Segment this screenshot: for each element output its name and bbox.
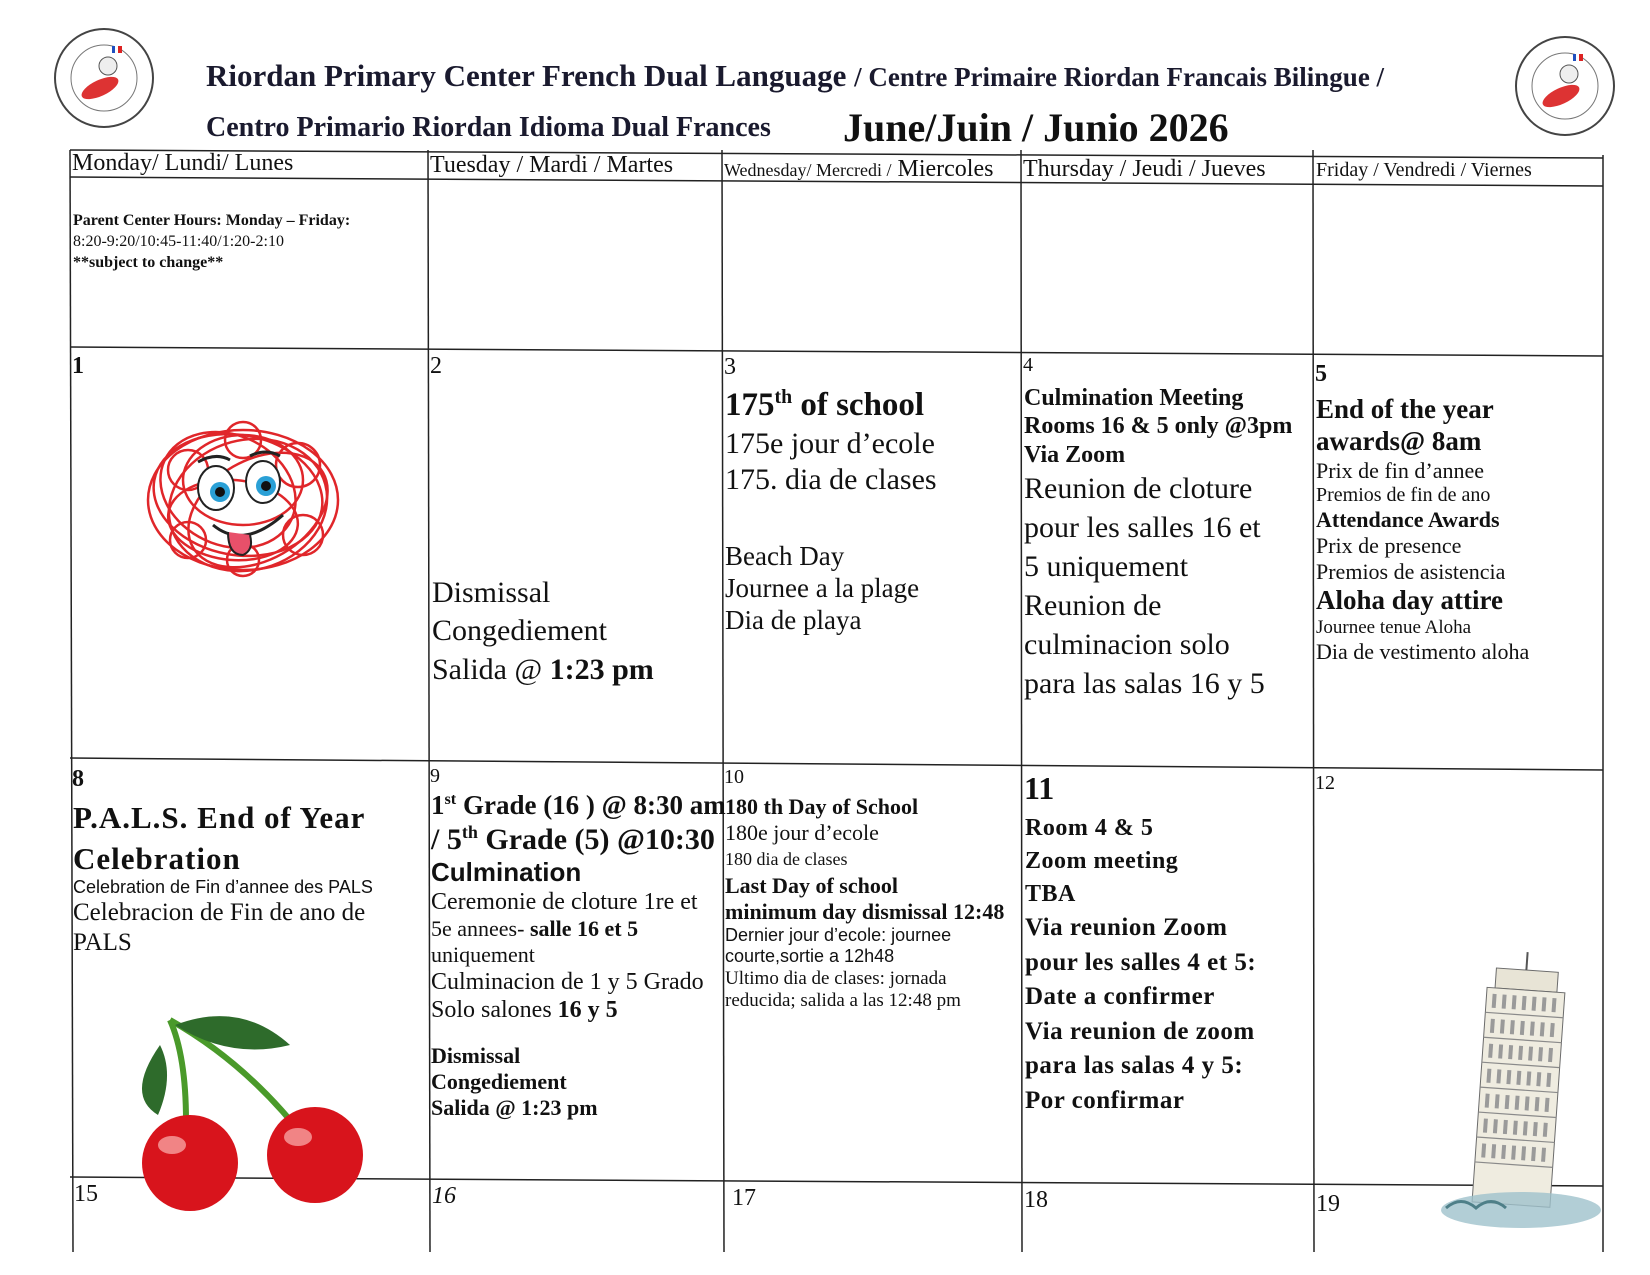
- day-number-18: 18: [1024, 1187, 1048, 1213]
- prix-fin-annee: Prix de fin d’annee: [1316, 457, 1484, 483]
- room-4-5-text: Room 4 & 5: [1025, 815, 1154, 841]
- salones-label: Solo salones: [431, 997, 558, 1024]
- attendance-awards-text: Attendance Awards: [1316, 507, 1500, 533]
- june-4-events: [1024, 384, 1292, 703]
- via-reunion-zoom-es: Via reunion de zoom: [1025, 1017, 1255, 1045]
- parent-center-notice: [73, 212, 350, 273]
- zoom-meeting-text: Zoom meeting: [1025, 848, 1179, 875]
- ultimo-dia-2: reducida; salida a las 12:48 pm: [725, 989, 961, 1011]
- day-number-15: 15: [74, 1181, 98, 1207]
- grade-one-suffix: st: [444, 790, 457, 808]
- salones-rooms: 16 y 5: [557, 997, 618, 1024]
- first-grade-text: [431, 790, 726, 822]
- june-5-events: [1316, 394, 1529, 665]
- annees-rooms: salle 16 et 5: [529, 916, 639, 942]
- fifth-grade-text: [431, 822, 726, 857]
- ordinal-suffix: th: [774, 386, 793, 408]
- culmination-meeting-text: Culmination Meeting: [1024, 385, 1244, 411]
- header-tuesday: Tuesday / Mardi / Martes: [430, 152, 674, 178]
- uniquement-text: uniquement: [431, 942, 535, 968]
- leaning-tower-image: [1436, 950, 1606, 1240]
- salles-4-5-text: pour les salles 4 et 5:: [1025, 948, 1257, 976]
- day-number-12: 12: [1315, 772, 1335, 794]
- pals-spanish-1: Celebracion de Fin de ano de: [73, 899, 366, 927]
- grade-one: 1: [431, 790, 445, 820]
- cherries-image: [130, 1005, 380, 1220]
- notice-line-2: 8:20-9:20/10:45-11:40/1:20-2:10: [73, 232, 284, 250]
- reunion-cloture-3: 5 uniquement: [1024, 549, 1189, 583]
- title-english: Riordan Primary Center French Dual Language: [206, 58, 847, 93]
- minimum-day-text: minimum day dismissal 12:48: [725, 899, 1005, 925]
- pals-french: Celebration de Fin d’annee des PALS: [73, 877, 373, 898]
- salones-text: [431, 996, 726, 1024]
- dernier-jour-2: courte,sortie a 12h48: [725, 946, 895, 967]
- grade-one-detail: Grade (16 ) @ 8:30 am: [456, 790, 726, 820]
- 180e-jour-text: 180e jour d’ecole: [725, 819, 879, 845]
- congediement-text-9: Congediement: [431, 1068, 567, 1094]
- day-number-19: 19: [1316, 1191, 1340, 1217]
- dia-aloha: Dia de vestimento aloha: [1316, 639, 1530, 665]
- day-number-4: 4: [1023, 354, 1033, 376]
- grade-five-detail: Grade (5) @10:30: [477, 822, 715, 856]
- day-number-2: 2: [430, 353, 442, 379]
- of-school: of school: [792, 387, 925, 423]
- reunion-cloture-2: pour les salles 16 et: [1024, 510, 1261, 544]
- notice-line-3: **subject to change**: [73, 253, 224, 271]
- culmination-text: Culmination: [431, 857, 582, 888]
- beach-day-text: Beach Day: [725, 540, 845, 571]
- day-number-16: 16: [432, 1183, 456, 1209]
- day-number-9: 9: [430, 765, 440, 787]
- salas-4-5-text: para las salas 4 y 5:: [1025, 1052, 1244, 1080]
- reunion-cloture-1: Reunion de cloture: [1024, 471, 1253, 505]
- salida-text-9: Salida @ 1:23 pm: [431, 1094, 598, 1120]
- day-number-3: 3: [724, 354, 736, 380]
- 180-dia-text: 180 dia de clases: [725, 848, 848, 869]
- end-of-year-text: End of the year: [1316, 394, 1494, 424]
- grade-five: / 5: [431, 822, 462, 856]
- reunion-culminacion-1: Reunion de: [1024, 588, 1162, 622]
- pals-title-1: P.A.L.S. End of Year: [73, 800, 366, 835]
- june-3-events: [725, 386, 937, 637]
- page-title: [206, 58, 1384, 94]
- annees-label: 5e annees-: [431, 916, 530, 942]
- june-2-events: [432, 574, 654, 689]
- day-number-17: 17: [732, 1185, 756, 1211]
- journee-plage-text: Journee a la plage: [725, 572, 920, 603]
- header-thursday: Thursday / Jeudi / Jueves: [1023, 156, 1266, 182]
- dia-playa-text: Dia de playa: [725, 605, 862, 636]
- notice-line-1: Parent Center Hours: Monday – Friday:: [73, 212, 351, 229]
- rooms-text: Rooms 16 & 5 only @3pm: [1024, 413, 1293, 440]
- header-wednesday-big: Miercoles: [897, 156, 994, 182]
- day-number-11: 11: [1024, 770, 1055, 806]
- premios-fin-ano: Premios de fin de ano: [1316, 483, 1491, 506]
- dernier-jour-1: Dernier jour d’ecole: journee: [725, 925, 952, 946]
- salida-time: 1:23 pm: [549, 652, 654, 686]
- grade-five-suffix: th: [461, 821, 478, 842]
- 175e-jour-text: 175e jour d’ecole: [725, 426, 935, 460]
- 180th-day-text: 180 th Day of School: [725, 794, 919, 819]
- june-11-events: [1025, 812, 1256, 1118]
- school-logo-right: [1513, 34, 1617, 138]
- day-count: 175: [725, 387, 775, 423]
- dismissal-text-9: Dismissal: [431, 1042, 521, 1068]
- school-logo-left: [52, 26, 156, 130]
- june-9-events: [431, 790, 726, 1121]
- date-a-confirmer: Date a confirmer: [1025, 983, 1215, 1011]
- dismissal-text: Dismissal: [432, 576, 551, 609]
- aloha-day-text: Aloha day attire: [1316, 585, 1503, 616]
- last-day-text: Last Day of school: [725, 873, 898, 899]
- 175-dia-text: 175. dia de clases: [725, 462, 937, 496]
- premios-asistencia: Premios de asistencia: [1316, 559, 1506, 585]
- header-wednesday: [724, 156, 993, 183]
- month-title: June/Juin / Junio 2026: [843, 105, 1229, 150]
- salida-label: Salida @: [432, 652, 550, 686]
- congediement-text: Congediement: [432, 614, 607, 648]
- tba-text: TBA: [1025, 881, 1076, 908]
- salida-text: [432, 651, 654, 689]
- via-zoom-text: Via Zoom: [1024, 441, 1126, 468]
- via-reunion-zoom-fr: Via reunion Zoom: [1025, 914, 1228, 942]
- reunion-culminacion-2: culminacion solo: [1024, 627, 1230, 661]
- june-10-events: [725, 794, 1004, 1012]
- por-confirmar: Por confirmar: [1025, 1086, 1185, 1114]
- culminacion-text: Culminacion de 1 y 5 Grado: [431, 969, 704, 996]
- header-monday: Monday/ Lundi/ Lunes: [72, 150, 294, 176]
- journee-aloha: Journee tenue Aloha: [1316, 616, 1472, 638]
- june-8-events: [73, 800, 373, 957]
- awards-time-text: awards@ 8am: [1316, 425, 1482, 456]
- 175th-day-text: [725, 386, 937, 426]
- day-number-5: 5: [1315, 361, 1327, 387]
- ultimo-dia-1: Ultimo dia de clases: jornada: [725, 967, 947, 989]
- day-number-1: 1: [72, 353, 84, 379]
- header-wednesday-small: Wednesday/ Mercredi /: [724, 160, 892, 180]
- day-number-10: 10: [724, 766, 744, 788]
- pals-title-2: Celebration: [73, 840, 241, 876]
- pals-spanish-2: PALS: [73, 928, 132, 956]
- ceremonie-text: Ceremonie de cloture 1re et: [431, 888, 698, 915]
- reunion-culminacion-3: para las salas 16 y 5: [1024, 666, 1265, 700]
- title-spanish: Centro Primario Riordan Idioma Dual Frances: [206, 112, 771, 143]
- annees-text: [431, 916, 726, 942]
- title-french: / Centre Primaire Riordan Francais Bilingue /: [854, 62, 1385, 92]
- prix-presence: Prix de presence: [1316, 533, 1462, 559]
- red-scribble-face-image: [128, 410, 358, 595]
- header-friday: Friday / Vendredi / Viernes: [1316, 159, 1532, 181]
- day-number-8: 8: [72, 766, 84, 792]
